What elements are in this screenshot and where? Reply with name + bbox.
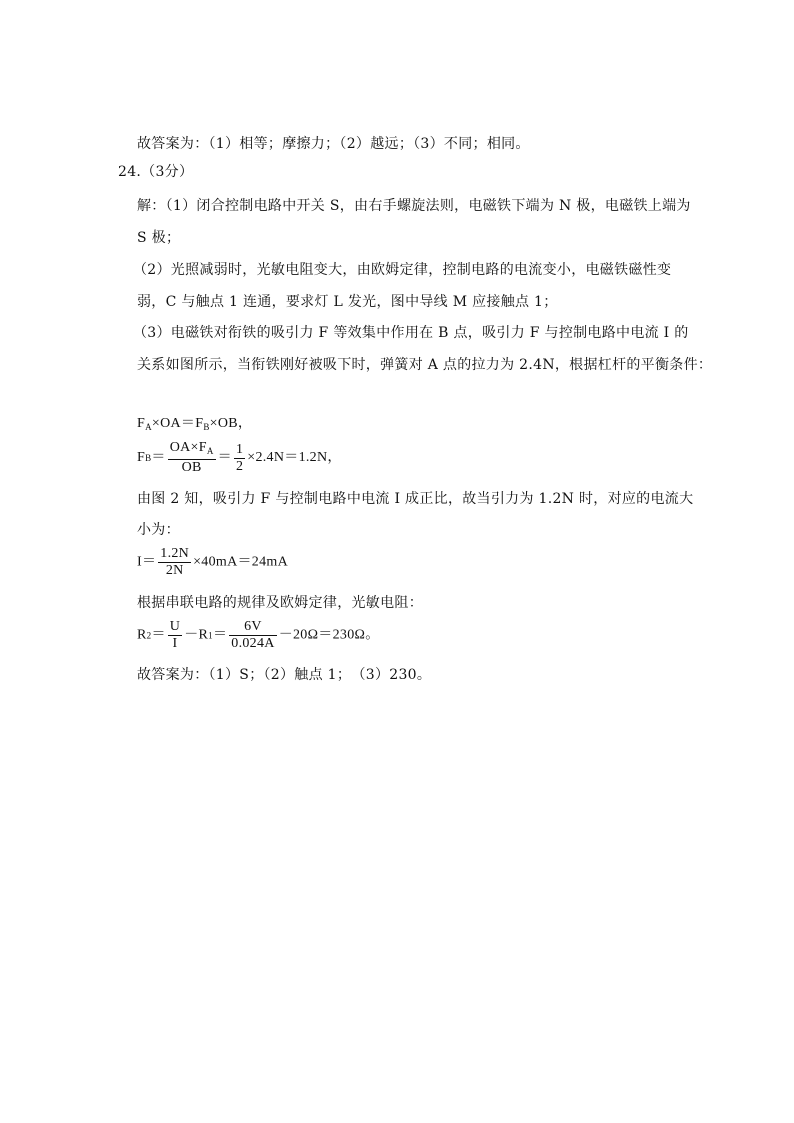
current-equation: I＝ $\frac{1.2N}{2N}$ ×40mA＝24mA (137, 546, 288, 578)
solution-part3-line1: （3）电磁铁对衔铁的吸引力 F 等效集中作用在 B 点，吸引力 F 与控制电路中电流 I 的 (133, 325, 689, 341)
solution-part1-line2: S 极； (137, 230, 181, 246)
solution-part4-line2: 小为： (137, 522, 180, 538)
question-header: 24.（3分） (118, 164, 194, 180)
solution-part4-line1: 由图 2 知，吸引力 F 与控制电路中电流 I 成正比，故当引力为 1.2N 时，对应的电流大 (137, 491, 694, 507)
force-b-equation: FB＝ $\frac{OA\times F_A}{OB}$ ＝ $\frac{1}{2}$ ×2.4N＝1.2N， (137, 440, 342, 475)
solution-part2-line2: 弱，C 与触点 1 连通，要求灯 L 发光，图中导线 M 应接触点 1； (137, 294, 558, 310)
solution-part5: 根据串联电路的规律及欧姆定律，光敏电阻： (137, 595, 423, 611)
solution-part3-line2: 关系如图所示，当衔铁刚好被吸下时，弹簧对 A 点的拉力为 2.4N，根据杠杆的平衡条件： (137, 357, 713, 373)
solution-part1-line1: 解：（1）闭合控制电路中开关 S，由右手螺旋法则，电磁铁下端为 N 极，电磁铁上端为 (137, 198, 691, 214)
resistance-equation: R2＝ $\frac{U}{I}$ －R1＝ $\frac{6V}{0.024A}$ －20Ω＝230Ω。 (137, 619, 380, 651)
lever-balance-equation: $F_A\times OA=F_B\times OB$， (137, 416, 253, 432)
previous-answer: 故答案为：（1）相等；摩擦力；（2）越远；（3）不同；相同。 (137, 136, 530, 152)
final-answer: 故答案为：（1）S；（2）触点 1； （3）230。 (137, 667, 432, 683)
solution-part2-line1: （2）光照减弱时，光敏电阻变大，由欧姆定律，控制电路的电流变小，电磁铁磁性变 (133, 262, 672, 278)
